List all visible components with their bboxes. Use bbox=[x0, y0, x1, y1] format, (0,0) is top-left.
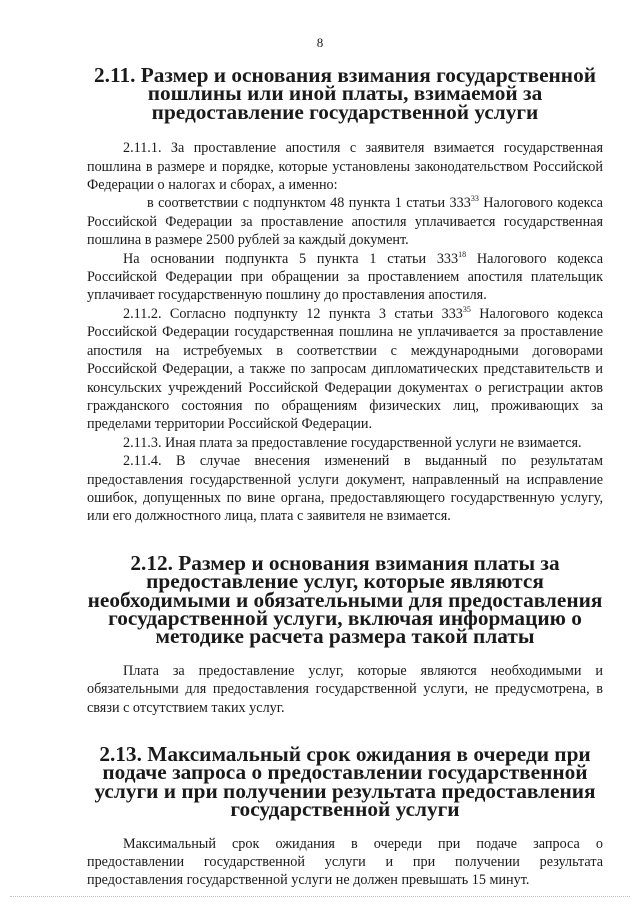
paragraph-2-11-1: 2.11.1. За проставление апостиля с заявителя взимается государственная пошлина в размере и порядке, которые установлены законодательством Российской Федерации о налогах и сборах, а именно: bbox=[87, 140, 603, 194]
section-2-11-heading: 2.11. Размер и основания взимания государственной пошлины или иной платы, взимаемой за предоставление государственной услуги bbox=[94, 63, 596, 124]
superscript: 35 bbox=[462, 304, 471, 314]
paragraph-text: На основании подпункта 5 пункта 1 статьи 333 bbox=[123, 250, 459, 267]
paragraph-text: Налогового кодекса Российской Федерации при обращении за проставлением апостиля плательщик уплачивает государственную пошлину до проставления апостиля. bbox=[87, 250, 603, 304]
paragraph-2-11-1-basis bbox=[87, 250, 603, 305]
paragraph-2-11-2 bbox=[87, 305, 603, 434]
paragraph-text: Налогового кодекса Российской Федерации государственная пошлина не уплачивается за проставление апостиля на истребуемых в соответствии с международными договорами Российской Федерации, а также по запросам дипломатических представительств и консульских учреждений Российской Федерации документах о регистрации актов гражданского состояния по обращениям физических лиц, проживающих за пределами территории Российской Федерации. bbox=[87, 305, 603, 433]
section-2-13-heading: 2.13. Максимальный срок ожидания в очереди при подаче запроса о предоставлении государственной услуги и при получении результата предоставления государственной услуги bbox=[94, 742, 596, 822]
paragraph-2-12: Плата за предоставление услуг, которые являются необходимыми и обязательными для предоставления государственной услуги, не предусмотрена, в связи с отсутствием таких услуг. bbox=[87, 662, 603, 716]
document-body bbox=[87, 63, 603, 890]
paragraph-2-11-3: 2.11.3. Иная плата за предоставление государственной услуги не взимается. bbox=[123, 434, 582, 451]
paragraph-text: 2.11.2. Согласно подпункту 12 пункта 3 статьи 333 bbox=[123, 305, 463, 322]
superscript: 33 bbox=[470, 194, 479, 204]
paragraph-2-11-1-subpoint bbox=[87, 194, 603, 249]
superscript: 18 bbox=[458, 249, 467, 259]
paragraph-2-13: Максимальный срок ожидания в очереди при подаче запроса о предоставлении государственной услуги и при получении результата предоставления государственной услуги не должен превышать 15 минут. bbox=[87, 835, 603, 889]
section-2-12-heading: 2.12. Размер и основания взимания платы за предоставление услуг, которые являются необходимыми и обязательными для предоставления государственной услуги, включая информацию о методике расчета размера такой платы bbox=[87, 550, 603, 649]
scan-edge-line bbox=[10, 896, 630, 897]
paragraph-text: Налогового кодекса Российской Федерации за проставление апостиля уплачивается государственная пошлина в размере 2500 рублей за каждый документ. bbox=[87, 195, 603, 249]
paragraph-text: в соответствии с подпунктом 48 пункта 1 статьи 333 bbox=[147, 195, 471, 212]
page-number: 8 bbox=[316, 35, 324, 50]
paragraph-2-11-4: 2.11.4. В случае внесения изменений в выданный по результатам предоставления государственной услуги документ, направленный на исправление ошибок, допущенных по вине органа, предоставляющего государственную услугу, или его должностного лица, плата с заявителя не взимается. bbox=[87, 453, 603, 525]
